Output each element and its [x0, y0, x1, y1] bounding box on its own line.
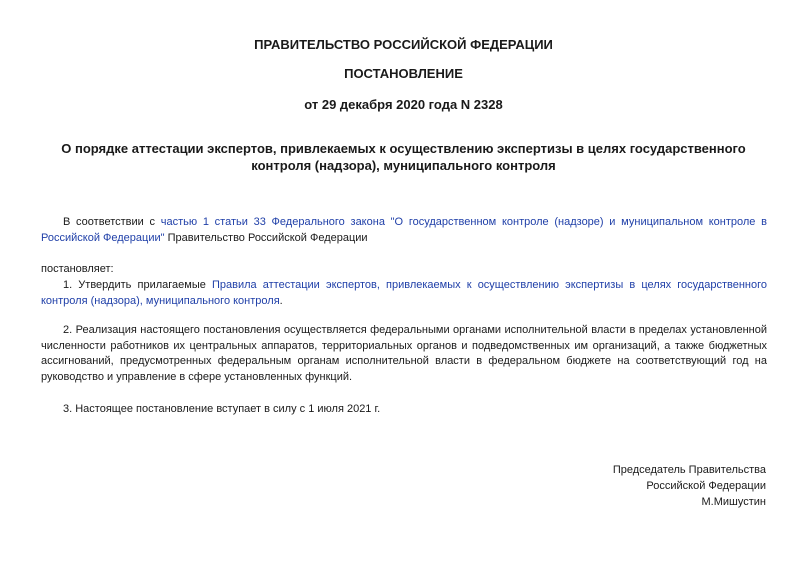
signature-name: М.Мишустин — [701, 496, 766, 508]
item-2-paragraph: 2. Реализация настоящего постановления осуществляется федеральными органами исполнительной власти в пределах установленной численности работников их центральных аппаратов, территориальных органов и подведомственных им организаций, а также бюджетных ассигнований, предусмотренных федеральным органам исполнительной власти в федеральном бюджете на соответствующий год на руководство и управление в сфере установленных функций. — [41, 324, 767, 383]
item-1-prefix: 1. Утвердить прилагаемые — [63, 279, 212, 291]
intro-prefix: В соответствии с — [63, 216, 161, 228]
resolves-line: постановляет: — [41, 263, 114, 275]
rules-link[interactable]: Правила аттестации экспертов, привлекаемых к осуществлению экспертизы в целях государственного контроля (надзора), муниципального контроля — [41, 279, 767, 307]
government-heading: ПРАВИТЕЛЬСТВО РОССИЙСКОЙ ФЕДЕРАЦИИ — [254, 37, 553, 52]
item-1-suffix: . — [279, 294, 283, 307]
item-1-paragraph — [41, 278, 767, 309]
document-title: О порядке аттестации экспертов, привлекаемых к осуществлению экспертизы в целях государственного контроля (надзора), муниципального контроля — [61, 141, 746, 173]
federal-law-link[interactable]: частью 1 статьи 33 Федерального закона "О государственном контроле (надзоре) и муниципальном контроле в Российской Федерации" — [41, 216, 767, 244]
signature-organization: Российской Федерации — [646, 480, 766, 492]
intro-suffix: Правительство Российской Федерации — [164, 231, 368, 244]
document-date-number: от 29 декабря 2020 года N 2328 — [304, 97, 503, 112]
intro-paragraph — [41, 215, 767, 246]
document-type-heading: ПОСТАНОВЛЕНИЕ — [344, 66, 463, 81]
item-3-paragraph: 3. Настоящее постановление вступает в силу с 1 июля 2021 г. — [63, 403, 381, 415]
signature-position: Председатель Правительства — [612, 464, 766, 476]
